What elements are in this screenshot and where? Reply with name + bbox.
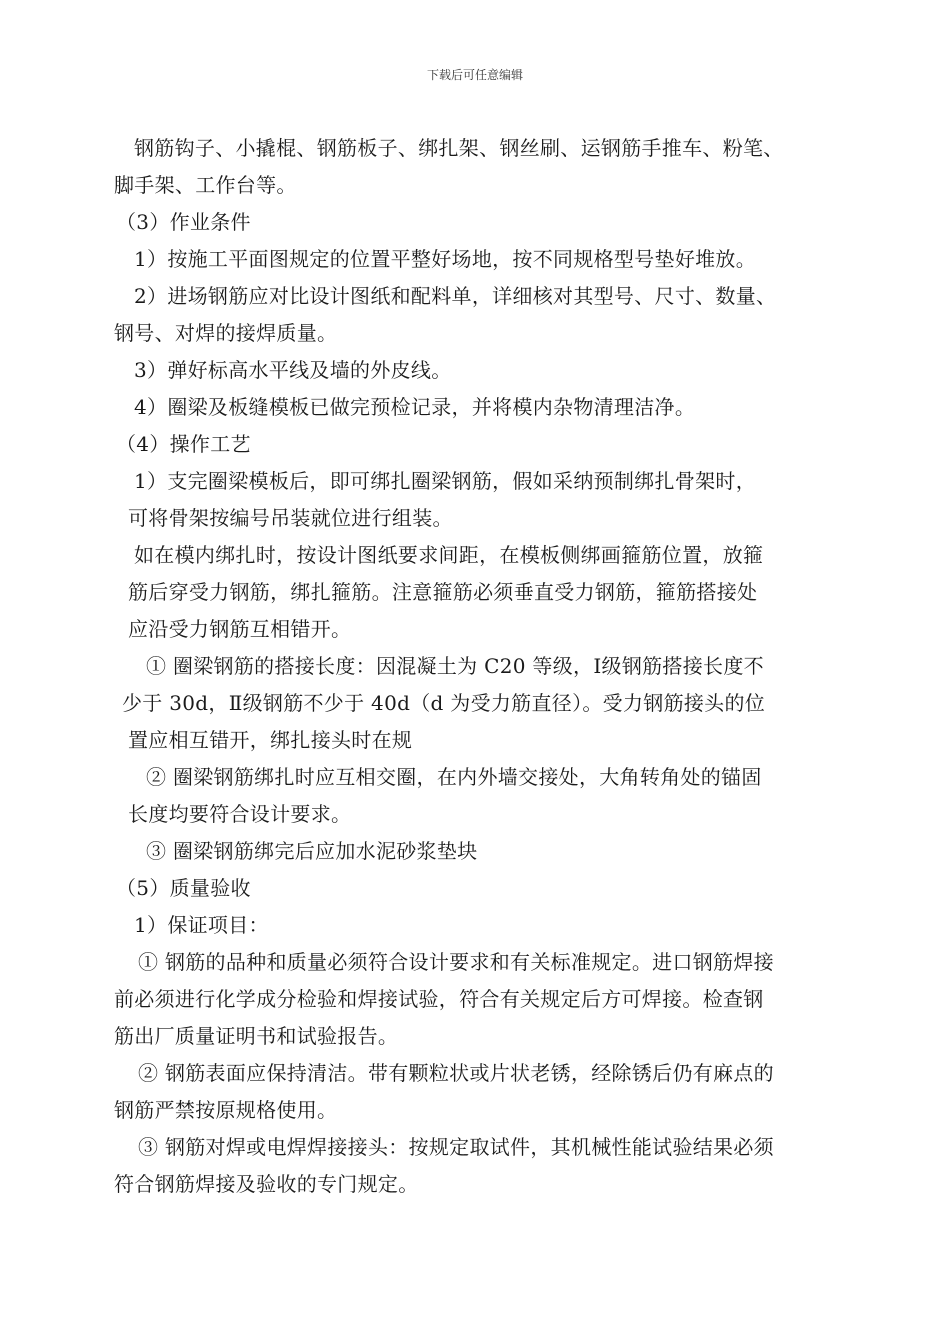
paragraph-line: ② 圈梁钢筋绑扎时应互相交圈，在内外墙交接处，大角转角处的锚固 [146, 765, 762, 789]
section-heading: （3）作业条件 [116, 210, 251, 234]
paragraph-line: 钢筋钩子、小撬棍、钢筋板子、绑扎架、钢丝刷、运钢筋手推车、粉笔、 [134, 136, 784, 160]
paragraph-line: 2）进场钢筋应对比设计图纸和配料单，详细核对其型号、尺寸、数量、 [134, 284, 777, 308]
paragraph-line: 少于 30d，Ⅱ级钢筋不少于 40d（d 为受力筋直径）。受力钢筋接头的位 [122, 691, 766, 715]
paragraph-line: 应沿受力钢筋互相错开。 [128, 617, 352, 641]
paragraph-line: 1）保证项目： [134, 913, 269, 937]
paragraph-line: 前必须进行化学成分检验和焊接试验，符合有关规定后方可焊接。检查钢 [114, 987, 764, 1011]
paragraph-line: 3）弹好标高水平线及墙的外皮线。 [134, 358, 452, 382]
document-body [114, 130, 854, 1203]
paragraph-line: 符合钢筋焊接及验收的专门规定。 [114, 1172, 419, 1196]
paragraph-line: 1）按施工平面图规定的位置平整好场地，按不同规格型号垫好堆放。 [134, 247, 757, 271]
paragraph-line: ① 钢筋的品种和质量必须符合设计要求和有关标准规定。进口钢筋焊接 [138, 950, 774, 974]
section-heading: （4）操作工艺 [116, 432, 251, 456]
paragraph-line: 长度均要符合设计要求。 [128, 802, 352, 826]
paragraph-line: 钢筋严禁按原规格使用。 [114, 1098, 338, 1122]
paragraph-line: ② 钢筋表面应保持清洁。带有颗粒状或片状老锈，经除锈后仍有麻点的 [138, 1061, 774, 1085]
section-heading: （5）质量验收 [116, 876, 251, 900]
paragraph-line: 可将骨架按编号吊装就位进行组装。 [128, 506, 453, 530]
paragraph-line: 1）支完圈梁模板后，即可绑扎圈梁钢筋，假如采纳预制绑扎骨架时， [134, 469, 757, 493]
paragraph-line: 脚手架、工作台等。 [114, 173, 297, 197]
paragraph-line: 置应相互错开，绑扎接头时在规 [128, 728, 413, 752]
paragraph-line: ③ 圈梁钢筋绑完后应加水泥砂浆垫块 [146, 839, 478, 863]
paragraph-line: ① 圈梁钢筋的搭接长度：因混凝土为 C20 等级，Ⅰ级钢筋搭接长度不 [146, 654, 764, 678]
paragraph-line: 钢号、对焊的接焊质量。 [114, 321, 338, 345]
paragraph-line: 4）圈梁及板缝模板已做完预检记录，并将模内杂物清理洁净。 [134, 395, 696, 419]
paragraph-line: 筋出厂质量证明书和试验报告。 [114, 1024, 399, 1048]
paragraph-line: ③ 钢筋对焊或电焊焊接接头：按规定取试件，其机械性能试验结果必须 [138, 1135, 774, 1159]
paragraph-line: 筋后穿受力钢筋，绑扎箍筋。注意箍筋必须垂直受力钢筋，箍筋搭接处 [128, 580, 758, 604]
paragraph-line: 如在模内绑扎时，按设计图纸要求间距，在模板侧绑画箍筋位置，放箍 [134, 543, 764, 567]
page-header: 下载后可任意编辑 [426, 68, 523, 82]
